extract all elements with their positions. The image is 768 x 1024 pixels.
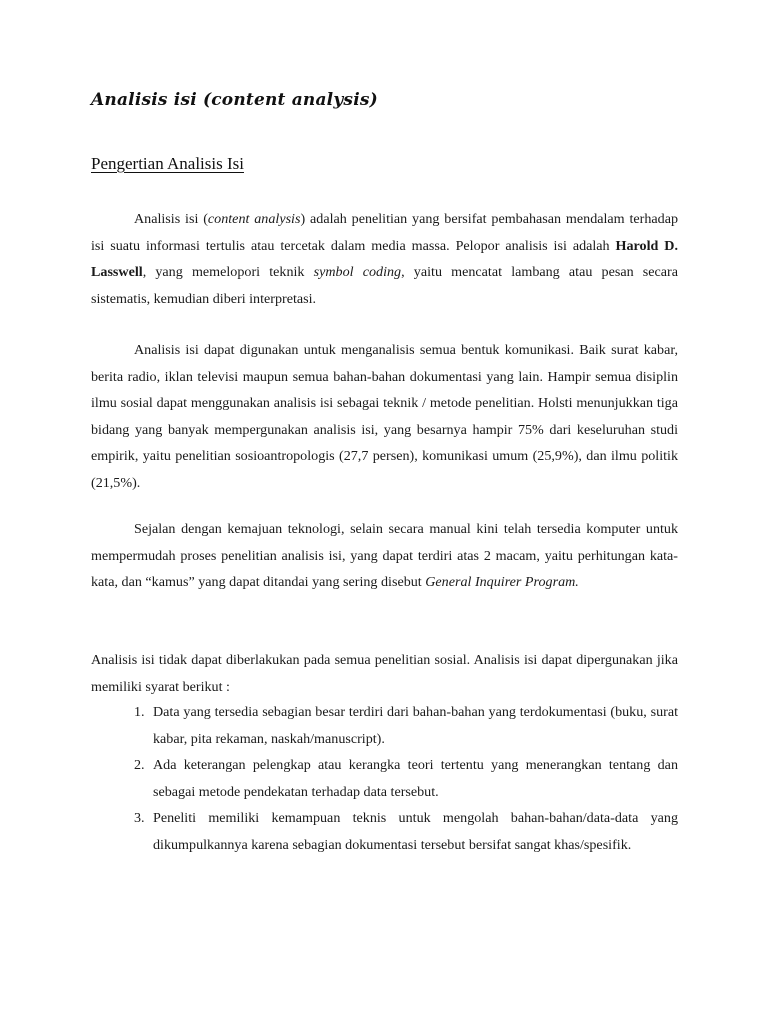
list-item-number: 2. bbox=[134, 757, 145, 773]
list-item-text: Data yang tersedia sebagian besar terdiri dari bahan-bahan yang terdokumentasi (buku, surat kabar, pita rekaman, naskah/manuscript). bbox=[153, 704, 678, 747]
person-name: Harold D. Lasswell bbox=[91, 237, 678, 280]
list-item bbox=[91, 752, 678, 805]
paragraph-usage: Analisis isi dapat digunakan untuk menganalisis semua bentuk komunikasi. Baik surat kabar, berita radio, iklan televisi maupun semua bahan-bahan dokumentasi yang lain. Hampir semua disiplin ilmu sosial dapat menggunakan analisis isi sebagai teknik / metode penelitian. Holsti menunjukkan tiga bidang yang banyak mempergunakan analisis isi, yang besarnya hampir 75% dari keseluruhan studi empirik, yaitu penelitian sosioantropologis (27,7 persen), komunikasi umum (25,9%), dan ilmu politik (21,5%). bbox=[91, 342, 678, 491]
paragraph-definition bbox=[91, 206, 678, 312]
requirements-list bbox=[91, 699, 678, 858]
paragraph-requirements-intro: Analisis isi tidak dapat diberlakukan pada semua penelitian sosial. Analisis isi dapat dipergunakan jika memiliki syarat berikut : bbox=[91, 652, 678, 695]
term-symbol-coding: symbol coding bbox=[313, 264, 402, 280]
document-title: Analisis isi (content analysis) bbox=[91, 90, 378, 110]
list-item-text: Ada keterangan pelengkap atau kerangka teori tertentu yang menerangkan tentang dan sebagai metode pendekatan terhadap data tersebut. bbox=[153, 757, 678, 800]
paragraph-text: , yaitu mencatat lambang atau pesan secara sistematis, kemudian diberi interpretasi. bbox=[91, 264, 679, 307]
paragraph-text: , yang memelopori teknik bbox=[142, 264, 314, 280]
paragraph-text: ) adalah penelitian yang bersifat pembahasan mendalam terhadap isi suatu informasi tertulis atau tercetak dalam media massa. Pelopor analisis isi adalah bbox=[91, 211, 678, 254]
list-item-text: Peneliti memiliki kemampuan teknis untuk mengolah bahan-bahan/data-data yang dikumpulkannya karena sebagian dokumentasi tersebut bersifat sangat khas/spesifik. bbox=[153, 810, 678, 853]
list-item-number: 1. bbox=[134, 704, 145, 720]
list-item bbox=[91, 805, 678, 858]
list-item-number: 3. bbox=[134, 810, 145, 826]
section-heading: Pengertian Analisis Isi bbox=[91, 154, 244, 173]
list-item bbox=[91, 699, 678, 752]
paragraph-text: Sejalan dengan kemajuan teknologi, selain secara manual kini telah tersedia komputer untuk mempermudah proses penelitian analisis isi, yang dapat terdiri atas 2 macam, yaitu perhitungan kata-kata, dan “kamus” yang dapat ditandai yang sering disebut bbox=[91, 521, 678, 590]
term-general-inquirer: General Inquirer Program. bbox=[425, 574, 579, 590]
paragraph-text: Analisis isi ( bbox=[134, 211, 208, 227]
paragraph-technology bbox=[91, 516, 678, 596]
term-content-analysis: content analysis bbox=[207, 211, 301, 227]
